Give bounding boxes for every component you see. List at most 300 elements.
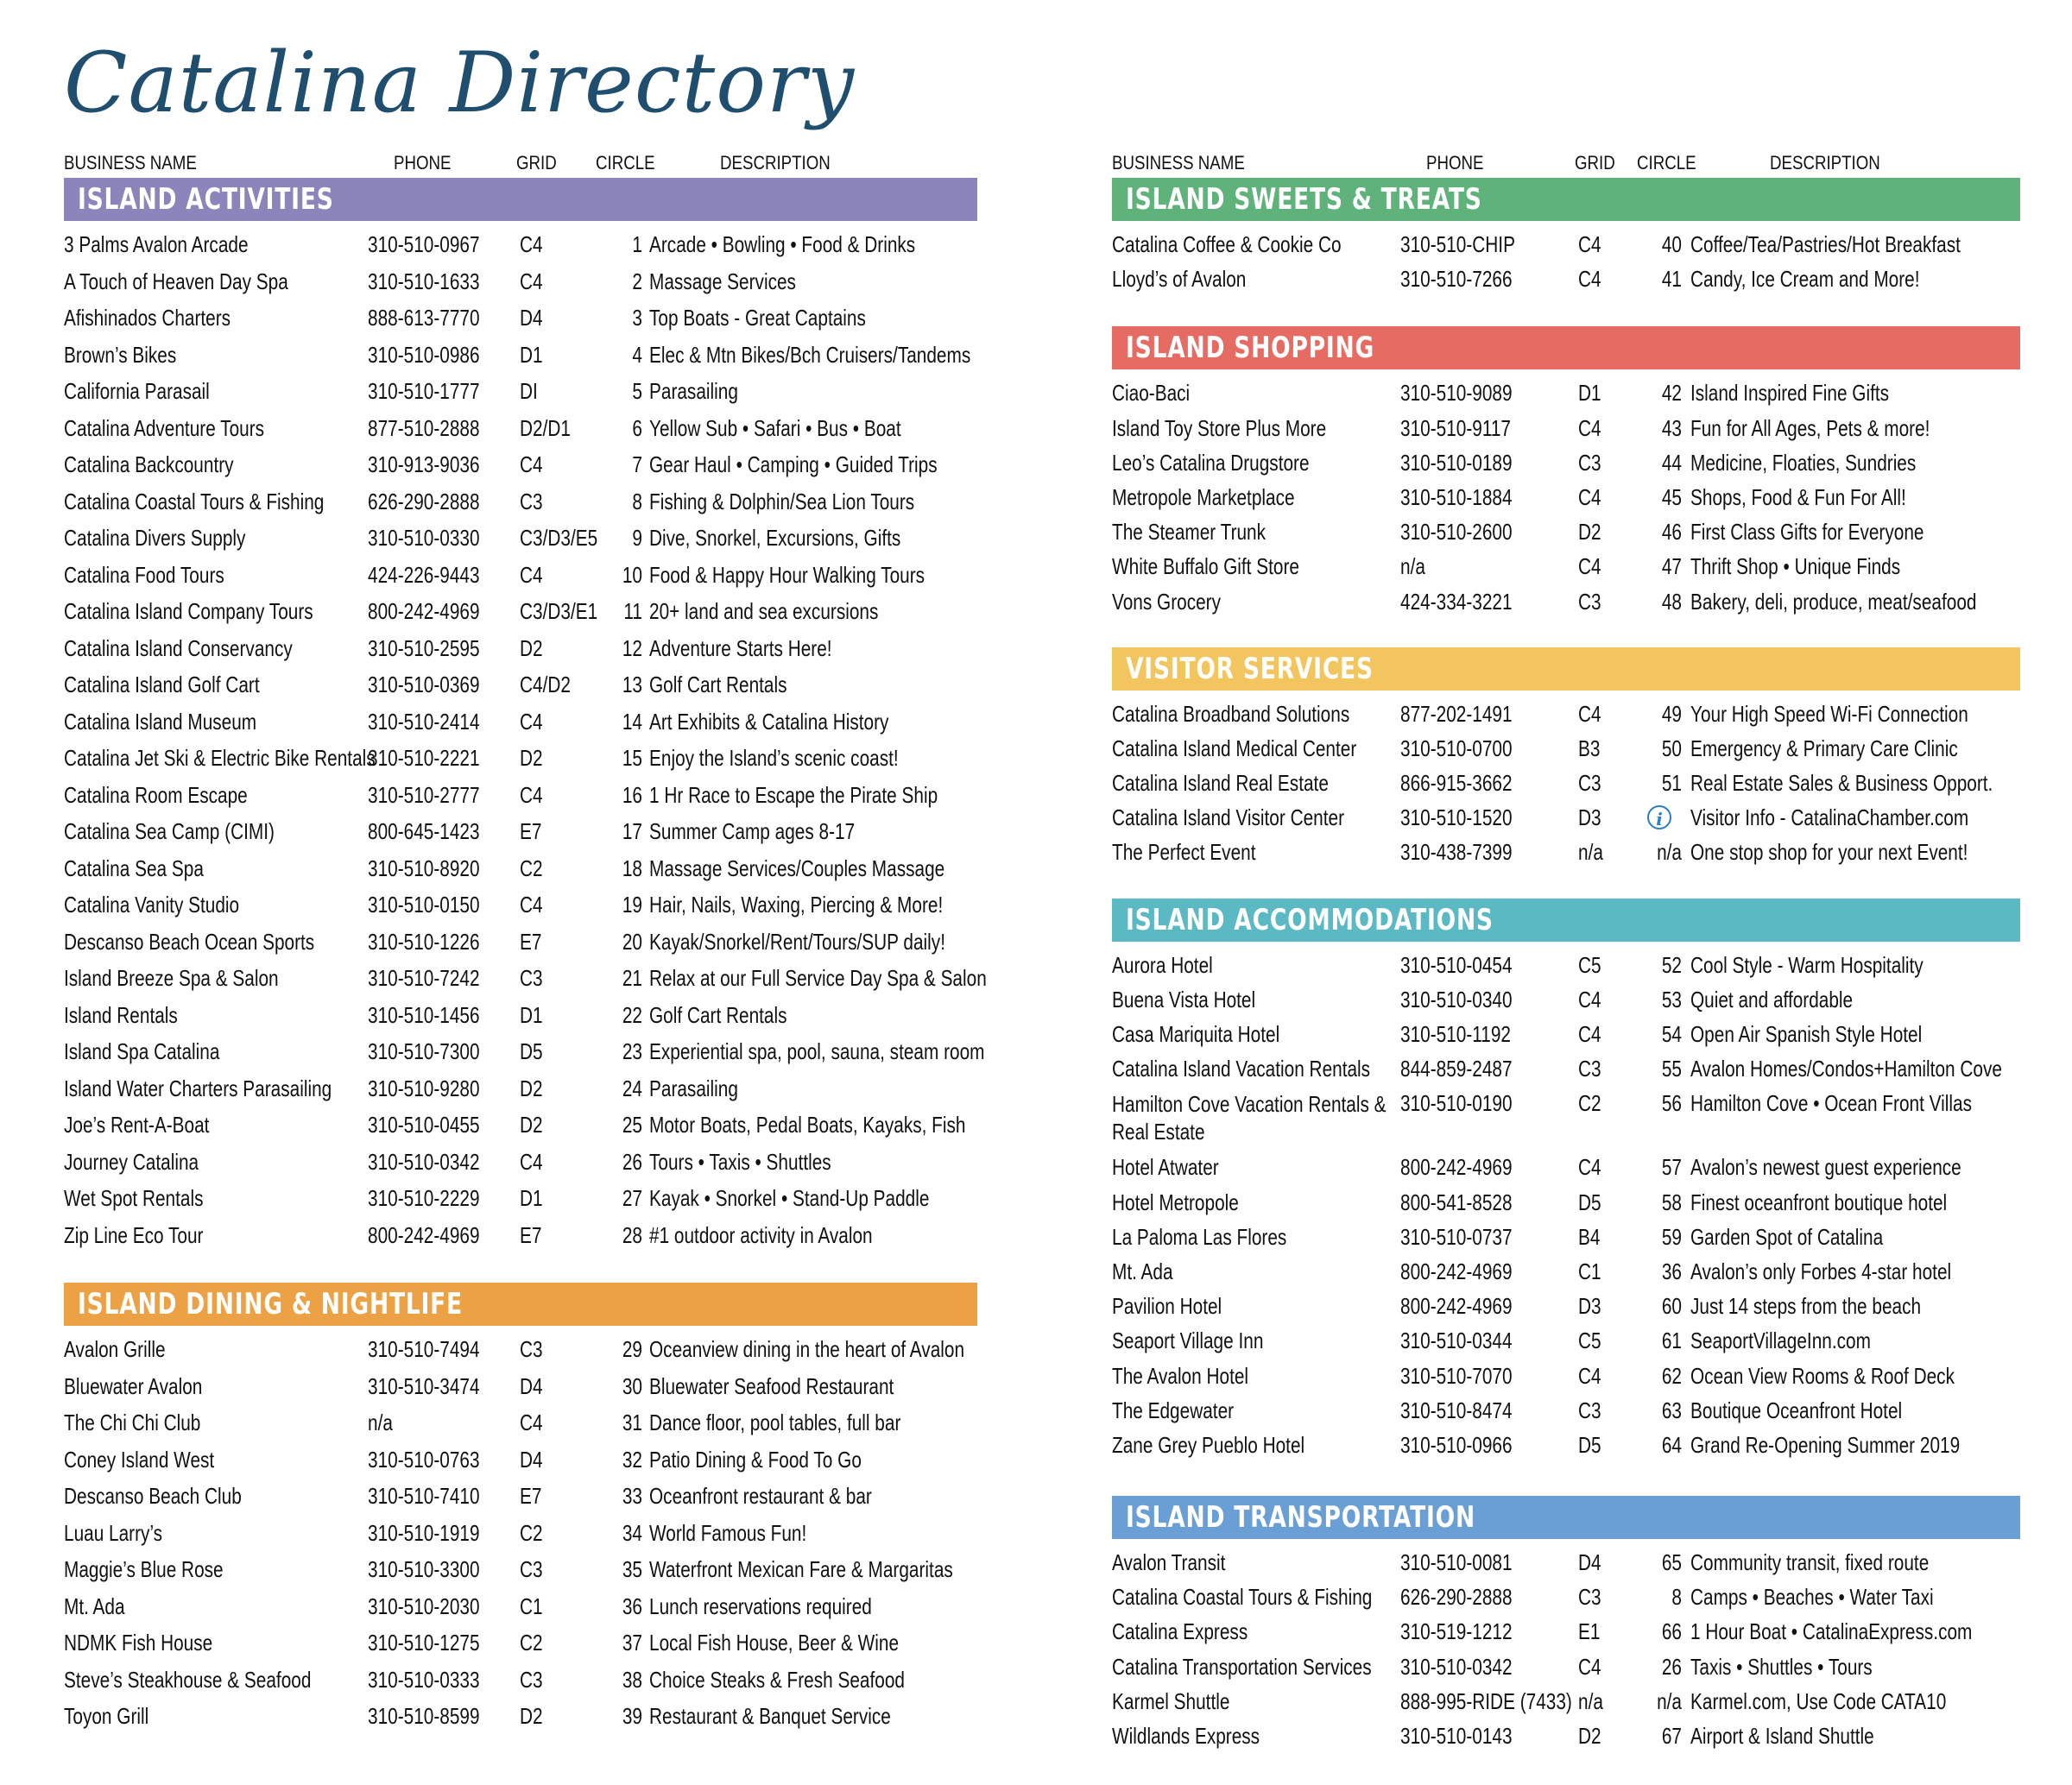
description: Lunch reservations required [649, 1593, 872, 1619]
grid-ref: D2 [520, 1112, 543, 1138]
grid-ref: C4 [1578, 1154, 1601, 1181]
directory-row [64, 1336, 977, 1373]
business-name: La Paloma Las Flores [1112, 1223, 1287, 1250]
section-title: ISLAND SWEETS & TREATS [1126, 182, 1482, 217]
business-name: Avalon Transit [1112, 1549, 1226, 1576]
grid-ref: C1 [1578, 1258, 1601, 1284]
business-name: Catalina Island Vacation Rentals [1112, 1056, 1371, 1082]
directory-row [1112, 1549, 2020, 1584]
circle-number: 58 [1661, 1189, 1682, 1215]
circle-number: 32 [622, 1446, 642, 1473]
directory-row [64, 1483, 977, 1520]
phone-number: 310-510-2600 [1400, 519, 1513, 546]
business-name: California Parasail [64, 378, 210, 404]
phone-number: 310-510-0700 [1400, 735, 1513, 761]
grid-ref: C4 [1578, 986, 1601, 1012]
directory-row [64, 489, 977, 526]
description: Your High Speed Wi-Fi Connection [1690, 700, 1968, 727]
business-name: The Steamer Trunk [1112, 519, 1267, 546]
circle-number: 7 [632, 451, 642, 477]
grid-ref: C4/D2 [520, 672, 571, 697]
grid-ref: C2 [1578, 1090, 1601, 1117]
column-header-grid: GRID [516, 152, 557, 173]
business-name: White Buffalo Gift Store [1112, 553, 1299, 580]
business-name: Coney Island West [64, 1446, 215, 1473]
section-header [1112, 899, 2020, 942]
directory-row [1112, 1363, 2020, 1397]
phone-number: 800-242-4969 [368, 598, 480, 624]
directory-row [1112, 266, 2020, 300]
business-name: Avalon Grille [64, 1336, 166, 1362]
grid-ref: C2 [520, 1630, 543, 1656]
grid-ref: C3 [1578, 1584, 1601, 1611]
phone-number: 800-541-8528 [1400, 1189, 1513, 1215]
directory-row [1112, 987, 2020, 1021]
circle-number: 12 [622, 634, 642, 661]
circle-number: 5 [632, 378, 642, 404]
circle-number: 26 [1661, 1653, 1682, 1680]
phone-number: 310-510-7266 [1400, 266, 1513, 293]
description: Patio Dining & Food To Go [649, 1446, 862, 1473]
description: Adventure Starts Here! [649, 634, 832, 661]
circle-number: 6 [632, 414, 642, 441]
description: Parasailing [649, 1075, 738, 1101]
grid-ref: D4 [520, 1372, 543, 1399]
circle-number: 54 [1661, 1021, 1682, 1047]
circle-number: 11 [623, 598, 642, 624]
business-name: Catalina Coastal Tours & Fishing [1112, 1584, 1373, 1611]
column-header-phone: PHONE [394, 152, 452, 173]
grid-ref: C4 [520, 781, 543, 808]
grid-ref: D2 [520, 1703, 543, 1729]
directory-row [64, 231, 977, 268]
directory-row [1112, 735, 2020, 770]
description: Open Air Spanish Style Hotel [1690, 1021, 1923, 1047]
circle-number: 45 [1661, 483, 1682, 510]
business-name: Catalina Broadband Solutions [1112, 700, 1350, 727]
grid-ref: C4 [1578, 553, 1601, 580]
description: Experiential spa, pool, sauna, steam room [649, 1038, 985, 1064]
circle-number: 66 [1661, 1618, 1682, 1645]
phone-number: 424-334-3221 [1400, 588, 1513, 615]
business-name: Catalina Food Tours [64, 561, 224, 588]
directory-row [1112, 1056, 2020, 1090]
business-name: Catalina Coffee & Cookie Co [1112, 231, 1342, 257]
business-name: The Chi Chi Club [64, 1410, 201, 1435]
column-header-description: DESCRIPTION [720, 152, 831, 173]
grid-ref: D2 [520, 1075, 543, 1101]
directory-row [64, 1593, 977, 1630]
grid-ref: C3 [1578, 1056, 1601, 1082]
business-name: Mt. Ada [64, 1593, 125, 1619]
business-name: Catalina Island Visitor Center [1112, 804, 1344, 831]
circle-number: 37 [622, 1630, 642, 1656]
phone-number: 310-510-9089 [1400, 380, 1513, 407]
description: Enjoy the Island’s scenic coast! [649, 745, 899, 771]
circle-number: 19 [622, 892, 642, 918]
description: Waterfront Mexican Fare & Margaritas [649, 1556, 953, 1582]
business-name: Island Rentals [64, 1001, 178, 1028]
circle-number: 21 [622, 965, 642, 991]
circle-number: 4 [632, 341, 642, 368]
business-name: Afishinados Charters [64, 305, 231, 331]
phone-number: 800-242-4969 [1400, 1293, 1513, 1320]
section-rows [1112, 701, 2020, 874]
directory-row [64, 635, 977, 672]
phone-number: 310-510-0986 [368, 341, 480, 368]
description: Choice Steaks & Fresh Seafood [649, 1666, 905, 1693]
circle-number: 35 [622, 1556, 642, 1582]
business-name: Hotel Atwater [1112, 1154, 1219, 1181]
directory-row [64, 1373, 977, 1410]
description: Arcade • Bowling • Food & Drinks [649, 231, 916, 257]
section-title: ISLAND TRANSPORTATION [1126, 1500, 1475, 1536]
grid-ref: C2 [520, 855, 543, 881]
circle-number: 13 [622, 672, 642, 697]
business-name: Catalina Express [1112, 1618, 1248, 1645]
directory-row [64, 598, 977, 635]
grid-ref: D5 [520, 1038, 543, 1064]
section-rows [1112, 231, 2020, 300]
section-header [64, 178, 977, 221]
phone-number: 310-510-8920 [368, 855, 480, 881]
phone-number: 310-510-1275 [368, 1630, 480, 1656]
section-title: ISLAND SHOPPING [1126, 331, 1375, 366]
directory-row [1112, 415, 2020, 450]
grid-ref: C3 [1578, 1397, 1601, 1423]
phone-number: 310-510-9280 [368, 1075, 480, 1101]
description: Camps • Beaches • Water Taxi [1690, 1584, 1934, 1611]
directory-row [64, 929, 977, 966]
description: Golf Cart Rentals [649, 1001, 787, 1028]
description: Dance floor, pool tables, full bar [649, 1410, 901, 1435]
description: World Famous Fun! [649, 1519, 807, 1546]
business-name: Luau Larry’s [64, 1519, 163, 1546]
grid-ref: D5 [1578, 1431, 1601, 1458]
phone-number: n/a [1400, 553, 1425, 580]
grid-ref: E7 [520, 818, 542, 844]
directory-row [1112, 1432, 2020, 1466]
directory-row [64, 1222, 977, 1259]
directory-row [1112, 701, 2020, 735]
description: Art Exhibits & Catalina History [649, 708, 889, 735]
circle-number: 8 [632, 488, 642, 514]
phone-number: 310-510-7300 [368, 1038, 480, 1064]
business-name: Catalina Adventure Tours [64, 414, 265, 441]
circle-number: n/a [1657, 1687, 1682, 1714]
grid-ref: E7 [520, 1483, 542, 1509]
directory-row [64, 562, 977, 599]
directory-column-right [1112, 148, 2020, 1757]
description: Garden Spot of Catalina [1690, 1223, 1884, 1250]
grid-ref: C3 [1578, 588, 1601, 615]
description: Massage Services [649, 268, 796, 294]
info-icon: i [1647, 805, 1671, 829]
phone-number: 310-510-3300 [368, 1556, 480, 1582]
circle-number: 60 [1661, 1293, 1682, 1320]
description: 20+ land and sea excursions [649, 598, 879, 624]
phone-number: 800-242-4969 [1400, 1258, 1513, 1284]
phone-number: 310-510-8474 [1400, 1397, 1513, 1423]
phone-number: 310-510-0454 [1400, 951, 1513, 978]
business-name: Karmel Shuttle [1112, 1687, 1230, 1714]
business-name: Ciao-Baci [1112, 380, 1191, 407]
description: Bluewater Seafood Restaurant [649, 1372, 894, 1399]
section-title: ISLAND ACTIVITIES [78, 182, 334, 217]
section-title: ISLAND ACCOMMODATIONS [1126, 902, 1494, 937]
phone-number: 877-202-1491 [1400, 700, 1513, 727]
section-island-shopping [1112, 326, 2020, 622]
phone-number: 310-510-2777 [368, 781, 480, 808]
circle-number: 29 [622, 1336, 642, 1362]
directory-row [64, 1667, 977, 1704]
grid-ref: C5 [1578, 951, 1601, 978]
grid-ref: C4 [1578, 231, 1601, 257]
grid-ref: C4 [1578, 700, 1601, 727]
grid-ref: D2 [520, 745, 543, 771]
grid-ref: C5 [1578, 1328, 1601, 1354]
circle-number: 27 [622, 1185, 642, 1211]
grid-ref: C3 [520, 1556, 543, 1582]
grid-ref: C2 [520, 1519, 543, 1546]
circle-number: 10 [622, 561, 642, 588]
section-island-sweets-treats [1112, 178, 2020, 300]
directory-row [64, 1630, 977, 1667]
phone-number: 844-859-2487 [1400, 1056, 1513, 1082]
description: Coffee/Tea/Pastries/Hot Breakfast [1690, 231, 1961, 257]
directory-row [1112, 450, 2020, 484]
phone-number: 310-510-7494 [368, 1336, 480, 1362]
grid-ref: E7 [520, 928, 542, 955]
phone-number: 310-510-1192 [1400, 1021, 1511, 1047]
directory-row [64, 378, 977, 415]
business-name: Wet Spot Rentals [64, 1185, 204, 1211]
description: Fishing & Dolphin/Sea Lion Tours [649, 488, 915, 514]
business-name: Hotel Metropole [1112, 1189, 1239, 1215]
circle-number: 52 [1661, 951, 1682, 978]
circle-number: 42 [1661, 380, 1682, 407]
circle-number: n/a [1657, 839, 1682, 866]
section-rows [64, 231, 987, 1258]
phone-number: 310-510-0763 [368, 1446, 480, 1473]
circle-number: 67 [1661, 1723, 1682, 1749]
description: Community transit, fixed route [1690, 1549, 1930, 1576]
phone-number: 310-510-0342 [1400, 1653, 1513, 1680]
business-name: The Avalon Hotel [1112, 1362, 1249, 1389]
grid-ref: B4 [1578, 1223, 1601, 1250]
description: Boutique Oceanfront Hotel [1690, 1397, 1903, 1423]
grid-ref: C4 [520, 231, 543, 257]
phone-number: 310-510-2221 [368, 745, 480, 771]
directory-row [1112, 553, 2020, 588]
section-header [1112, 647, 2020, 691]
section-visitor-services [1112, 647, 2020, 874]
description: Food & Happy Hour Walking Tours [649, 561, 925, 588]
description: Restaurant & Banquet Service [649, 1703, 891, 1729]
circle-number: 22 [622, 1001, 642, 1028]
circle-number: 16 [622, 781, 642, 808]
phone-number: 310-510-0340 [1400, 986, 1513, 1012]
directory-row [64, 451, 977, 489]
business-name: Catalina Coastal Tours & Fishing [64, 488, 325, 514]
phone-number: 310-510-7242 [368, 965, 480, 991]
phone-number: 310-510-0342 [368, 1148, 480, 1175]
phone-number: 310-510-7070 [1400, 1362, 1513, 1389]
business-name: Catalina Transportation Services [1112, 1653, 1372, 1680]
phone-number: 310-510-1919 [368, 1519, 480, 1546]
description: Top Boats - Great Captains [649, 305, 866, 331]
grid-ref: C3/D3/E1 [520, 598, 598, 624]
circle-number: 39 [622, 1703, 642, 1729]
business-name: Lloyd’s of Avalon [1112, 266, 1247, 293]
phone-number: 310-510-0369 [368, 672, 480, 697]
business-name: Toyon Grill [64, 1703, 149, 1729]
phone-number: 310-510-0966 [1400, 1431, 1513, 1458]
description: Massage Services/Couples Massage [649, 855, 945, 881]
circle-number: 56 [1661, 1090, 1682, 1117]
section-header [1112, 1496, 2020, 1539]
grid-ref: D1 [520, 1185, 543, 1211]
directory-row [64, 1447, 977, 1484]
circle-number: 36 [1661, 1258, 1682, 1284]
business-name: Vons Grocery [1112, 588, 1222, 615]
description: Oceanview dining in the heart of Avalon [649, 1336, 965, 1362]
grid-ref: C1 [520, 1593, 543, 1619]
circle-number: 31 [622, 1410, 642, 1435]
business-name: Zane Grey Pueblo Hotel [1112, 1431, 1305, 1458]
business-name: Hamilton Cove Vacation Rentals & Real Estate [1112, 1091, 1387, 1145]
business-name: Maggie’s Blue Rose [64, 1556, 224, 1582]
section-island-dining-nightlife [64, 1283, 977, 1740]
business-name: Wildlands Express [1112, 1723, 1260, 1749]
description: Island Inspired Fine Gifts [1690, 380, 1890, 407]
business-name: Catalina Divers Supply [64, 525, 246, 551]
grid-ref: D1 [520, 1001, 543, 1028]
business-name: Buena Vista Hotel [1112, 986, 1256, 1012]
description: First Class Gifts for Everyone [1690, 519, 1924, 546]
grid-ref: C3 [520, 488, 543, 514]
circle-number: 65 [1661, 1549, 1682, 1576]
phone-number: 877-510-2888 [368, 414, 480, 441]
section-rows [64, 1336, 977, 1740]
business-name: Catalina Room Escape [64, 781, 248, 808]
phone-number: 310-510-1633 [368, 268, 480, 294]
circle-number: 43 [1661, 414, 1682, 441]
directory-row [1112, 1021, 2020, 1056]
description: Cool Style - Warm Hospitality [1690, 951, 1924, 978]
directory-row [1112, 839, 2020, 874]
description: Finest oceanfront boutique hotel [1690, 1189, 1948, 1215]
phone-number: 424-226-9443 [368, 561, 480, 588]
column-header-name: BUSINESS NAME [1112, 152, 1245, 173]
circle-number: 9 [632, 525, 642, 551]
circle-number: 33 [622, 1483, 642, 1509]
phone-number: 310-510-1884 [1400, 483, 1513, 510]
circle-number: 59 [1661, 1223, 1682, 1250]
grid-ref: C4 [1578, 1653, 1601, 1680]
circle-number: 61 [1661, 1328, 1682, 1354]
phone-number: n/a [368, 1410, 393, 1435]
directory-row [64, 745, 977, 782]
directory-row [64, 1185, 977, 1222]
phone-number: 310-510-2595 [368, 634, 480, 661]
description: Yellow Sub • Safari • Bus • Boat [649, 414, 901, 441]
directory-row [64, 1002, 977, 1039]
circle-number: 14 [622, 708, 642, 735]
business-name: Casa Mariquita Hotel [1112, 1021, 1280, 1047]
grid-ref: C4 [1578, 1362, 1601, 1389]
phone-number: 310-510-3474 [368, 1372, 480, 1399]
business-name: Journey Catalina [64, 1148, 199, 1175]
section-header [64, 1283, 977, 1326]
description: Summer Camp ages 8-17 [649, 818, 856, 844]
directory-row [64, 1038, 985, 1075]
directory-row [64, 1556, 977, 1593]
business-name: Pavilion Hotel [1112, 1293, 1222, 1320]
phone-number: 310-510-9117 [1400, 414, 1511, 441]
circle-number: 23 [622, 1038, 642, 1064]
business-name: Catalina Island Golf Cart [64, 672, 260, 697]
description: Grand Re-Opening Summer 2019 [1690, 1431, 1961, 1458]
phone-number: 310-438-7399 [1400, 839, 1513, 866]
section-rows [1112, 380, 2020, 622]
business-name: Catalina Island Museum [64, 708, 257, 735]
directory-row [1112, 1154, 2020, 1189]
description: Golf Cart Rentals [649, 672, 787, 697]
phone-number: 310-913-9036 [368, 451, 480, 477]
phone-number: 800-242-4969 [1400, 1154, 1513, 1181]
description: Real Estate Sales & Business Opport. [1690, 770, 1993, 797]
description: One stop shop for your next Event! [1690, 839, 1968, 866]
grid-ref: DI [520, 378, 538, 404]
phone-number: 626-290-2888 [368, 488, 480, 514]
circle-number: 40 [1661, 231, 1682, 257]
phone-number: 888-613-7770 [368, 305, 480, 331]
section-header [1112, 178, 2020, 221]
section-island-accommodations [1112, 899, 2020, 1466]
phone-number: 310-510-CHIP [1400, 231, 1515, 257]
grid-ref: E7 [520, 1221, 542, 1248]
directory-row [64, 1112, 977, 1149]
grid-ref: C4 [1578, 483, 1601, 510]
phone-number: 310-510-2229 [368, 1185, 480, 1211]
business-name: Catalina Vanity Studio [64, 892, 240, 918]
business-name: Steve’s Steakhouse & Seafood [64, 1666, 312, 1693]
directory-row [64, 965, 987, 1002]
circle-number: 3 [632, 305, 642, 331]
circle-number: 41 [1661, 266, 1682, 293]
grid-ref: n/a [1578, 839, 1603, 866]
business-name: Catalina Sea Camp (CIMI) [64, 818, 275, 844]
directory-row [1112, 1224, 2020, 1258]
grid-ref: C4 [1578, 1021, 1601, 1047]
phone-number: 310-510-0455 [368, 1112, 480, 1138]
grid-ref: C4 [520, 451, 543, 477]
description: 1 Hour Boat • CatalinaExpress.com [1690, 1618, 1973, 1645]
directory-row [1112, 380, 2020, 414]
directory-row [64, 305, 977, 342]
grid-ref: E1 [1578, 1618, 1601, 1645]
circle-number: 34 [622, 1519, 642, 1546]
circle-number: 48 [1661, 588, 1682, 615]
directory-row [1112, 1654, 2020, 1688]
circle-number: 28 [622, 1221, 642, 1248]
business-name: Catalina Sea Spa [64, 855, 204, 881]
description: Motor Boats, Pedal Boats, Kayaks, Fish [649, 1112, 966, 1138]
circle-number: 2 [632, 268, 642, 294]
circle-number: 36 [622, 1593, 642, 1619]
grid-ref: D5 [1578, 1189, 1601, 1215]
